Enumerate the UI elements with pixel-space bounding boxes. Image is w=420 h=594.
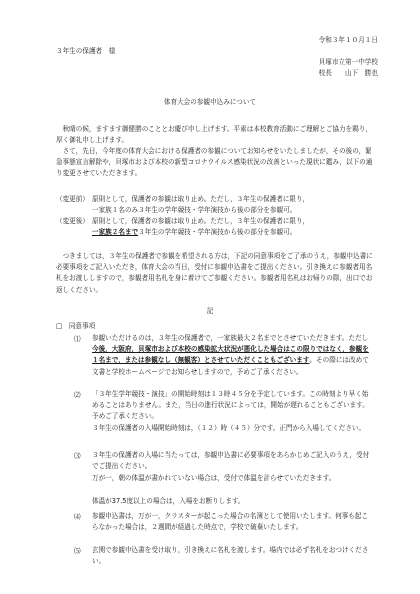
consent-item-3-fever-note: 体温が37.5度以上の場合は，入場をお断りします。 [92, 497, 245, 505]
ki-heading: 記 [206, 307, 214, 315]
school-name: 貝塚市立第一中学校 [318, 58, 378, 66]
document-title: 体育大会の参観申込みについて [163, 98, 257, 106]
consent-item-2-number: ⑵ [74, 391, 81, 399]
recipient: ３年生の保護者 様 [56, 47, 116, 55]
consent-item-4-number: ⑷ [74, 513, 81, 521]
after-line-2-emphasis: 一家族２名まで [92, 228, 139, 236]
document-date: 令和３年１０月１日 [318, 36, 378, 44]
consent-item-1-rest: 。その際には改めて文書と学校ホームページでお知らせしますので，予めご了承ください。 [92, 356, 369, 376]
consent-heading: □ 同意事項 [56, 322, 96, 330]
consent-item-3-number: ⑶ [74, 452, 81, 460]
intro-paragraph-1: 秋晴の候，ますます御健勝のこととお慶び申し上げます。平素は本校教育活動にご理解とご協力を賜り，厚く御礼申し上げます。 [56, 125, 372, 145]
consent-item-5-number: ⑸ [74, 547, 81, 555]
consent-item-1 [92, 333, 374, 378]
before-line-2: 一家族１名のみ３年生の学年競技・学年演技から後の部分を参観可。 [92, 206, 297, 214]
consent-item-2-entry-time: ３年生の保護者の入場開始時刻は，（１２）時（４５）分です。正門から入場してください。 [92, 424, 366, 432]
principal-name: 校長 山下 勝也 [318, 69, 378, 77]
before-label: （変更前） [56, 195, 89, 203]
consent-item-5-text: 玄関で参観申込書を受け取り，引き換えに名札を渡します。場内では必ず名札をおつけください。 [92, 546, 369, 566]
consent-item-2-text: 「３年生学年競技・演技」の開始時刻は１３時４５分を予定しています。この時刻より早く始めることはありません。また，当日の進行状況によっては，開始が遅れることもございます。予めご了承ください。 [92, 390, 369, 421]
consent-item-3-text: ３年生の保護者の入場に当たっては，参観申込書に必要事項をあらかじめご記入のうえ，受付でご提出ください。 [92, 451, 370, 471]
intro-paragraph-2: さて，先日，今年度の体育大会における保護者の参観についてお知らせをいたしましたが，その後の，緊急事態宣言解除や，貝塚市および本校の新型コロナウイルス感染状況の改善といった現状に鑑み，以下の通り変更させていただきます。 [56, 147, 373, 178]
after-line-1: 原則として，保護者の参観は取り止め。ただし，３年生の保護者に限り， [92, 217, 310, 225]
consent-item-1-emphasis: 今後，大阪府，貝塚市および本校の感染拡大状況が悪化した場合はこの限りではなく，参観を１名まで，または参観なし（無観客）とさせていただくこともございます [92, 345, 369, 365]
before-line-1: 原則として，保護者の参観は取り止め。ただし，３年生の保護者に限り， [92, 195, 310, 203]
after-label: （変更後） [56, 217, 89, 225]
consent-item-3-temperature-note: 万が一，朝の体温が書かれていない場合は，受付で体温を計らせていただきます。 [92, 474, 336, 482]
consent-item-4-text: 参観申込書は，万が一，クラスターが起こった場合の名簿として使用いたします。何事も起こらなかった場合は，２週間が経過した時点で，学校で破棄いたします。 [92, 512, 369, 532]
body-paragraph: つきましては，３年生の保護者で参観を希望される方は，下記の同意事項をご了承のうえ，参観申込書に必要事項をご記入いただき，体育大会の当日，受付に参観申込書をご提出ください。引き換えに参観者用名札をお渡ししますので，参観者用名札を身に着けてご参観ください。参観者用名札はお帰りの際，出口でお返しください。 [56, 252, 373, 294]
after-line-2 [92, 228, 296, 237]
after-line-2-rest: ３年生の学年競技・学年演技から後の部分を参観可。 [138, 228, 297, 236]
consent-item-1-text: 参観いただけるのは，３年生の保護者で，一家族最大２名までとさせていただきます。ただし [92, 334, 369, 342]
consent-item-1-number: ⑴ [74, 335, 81, 343]
